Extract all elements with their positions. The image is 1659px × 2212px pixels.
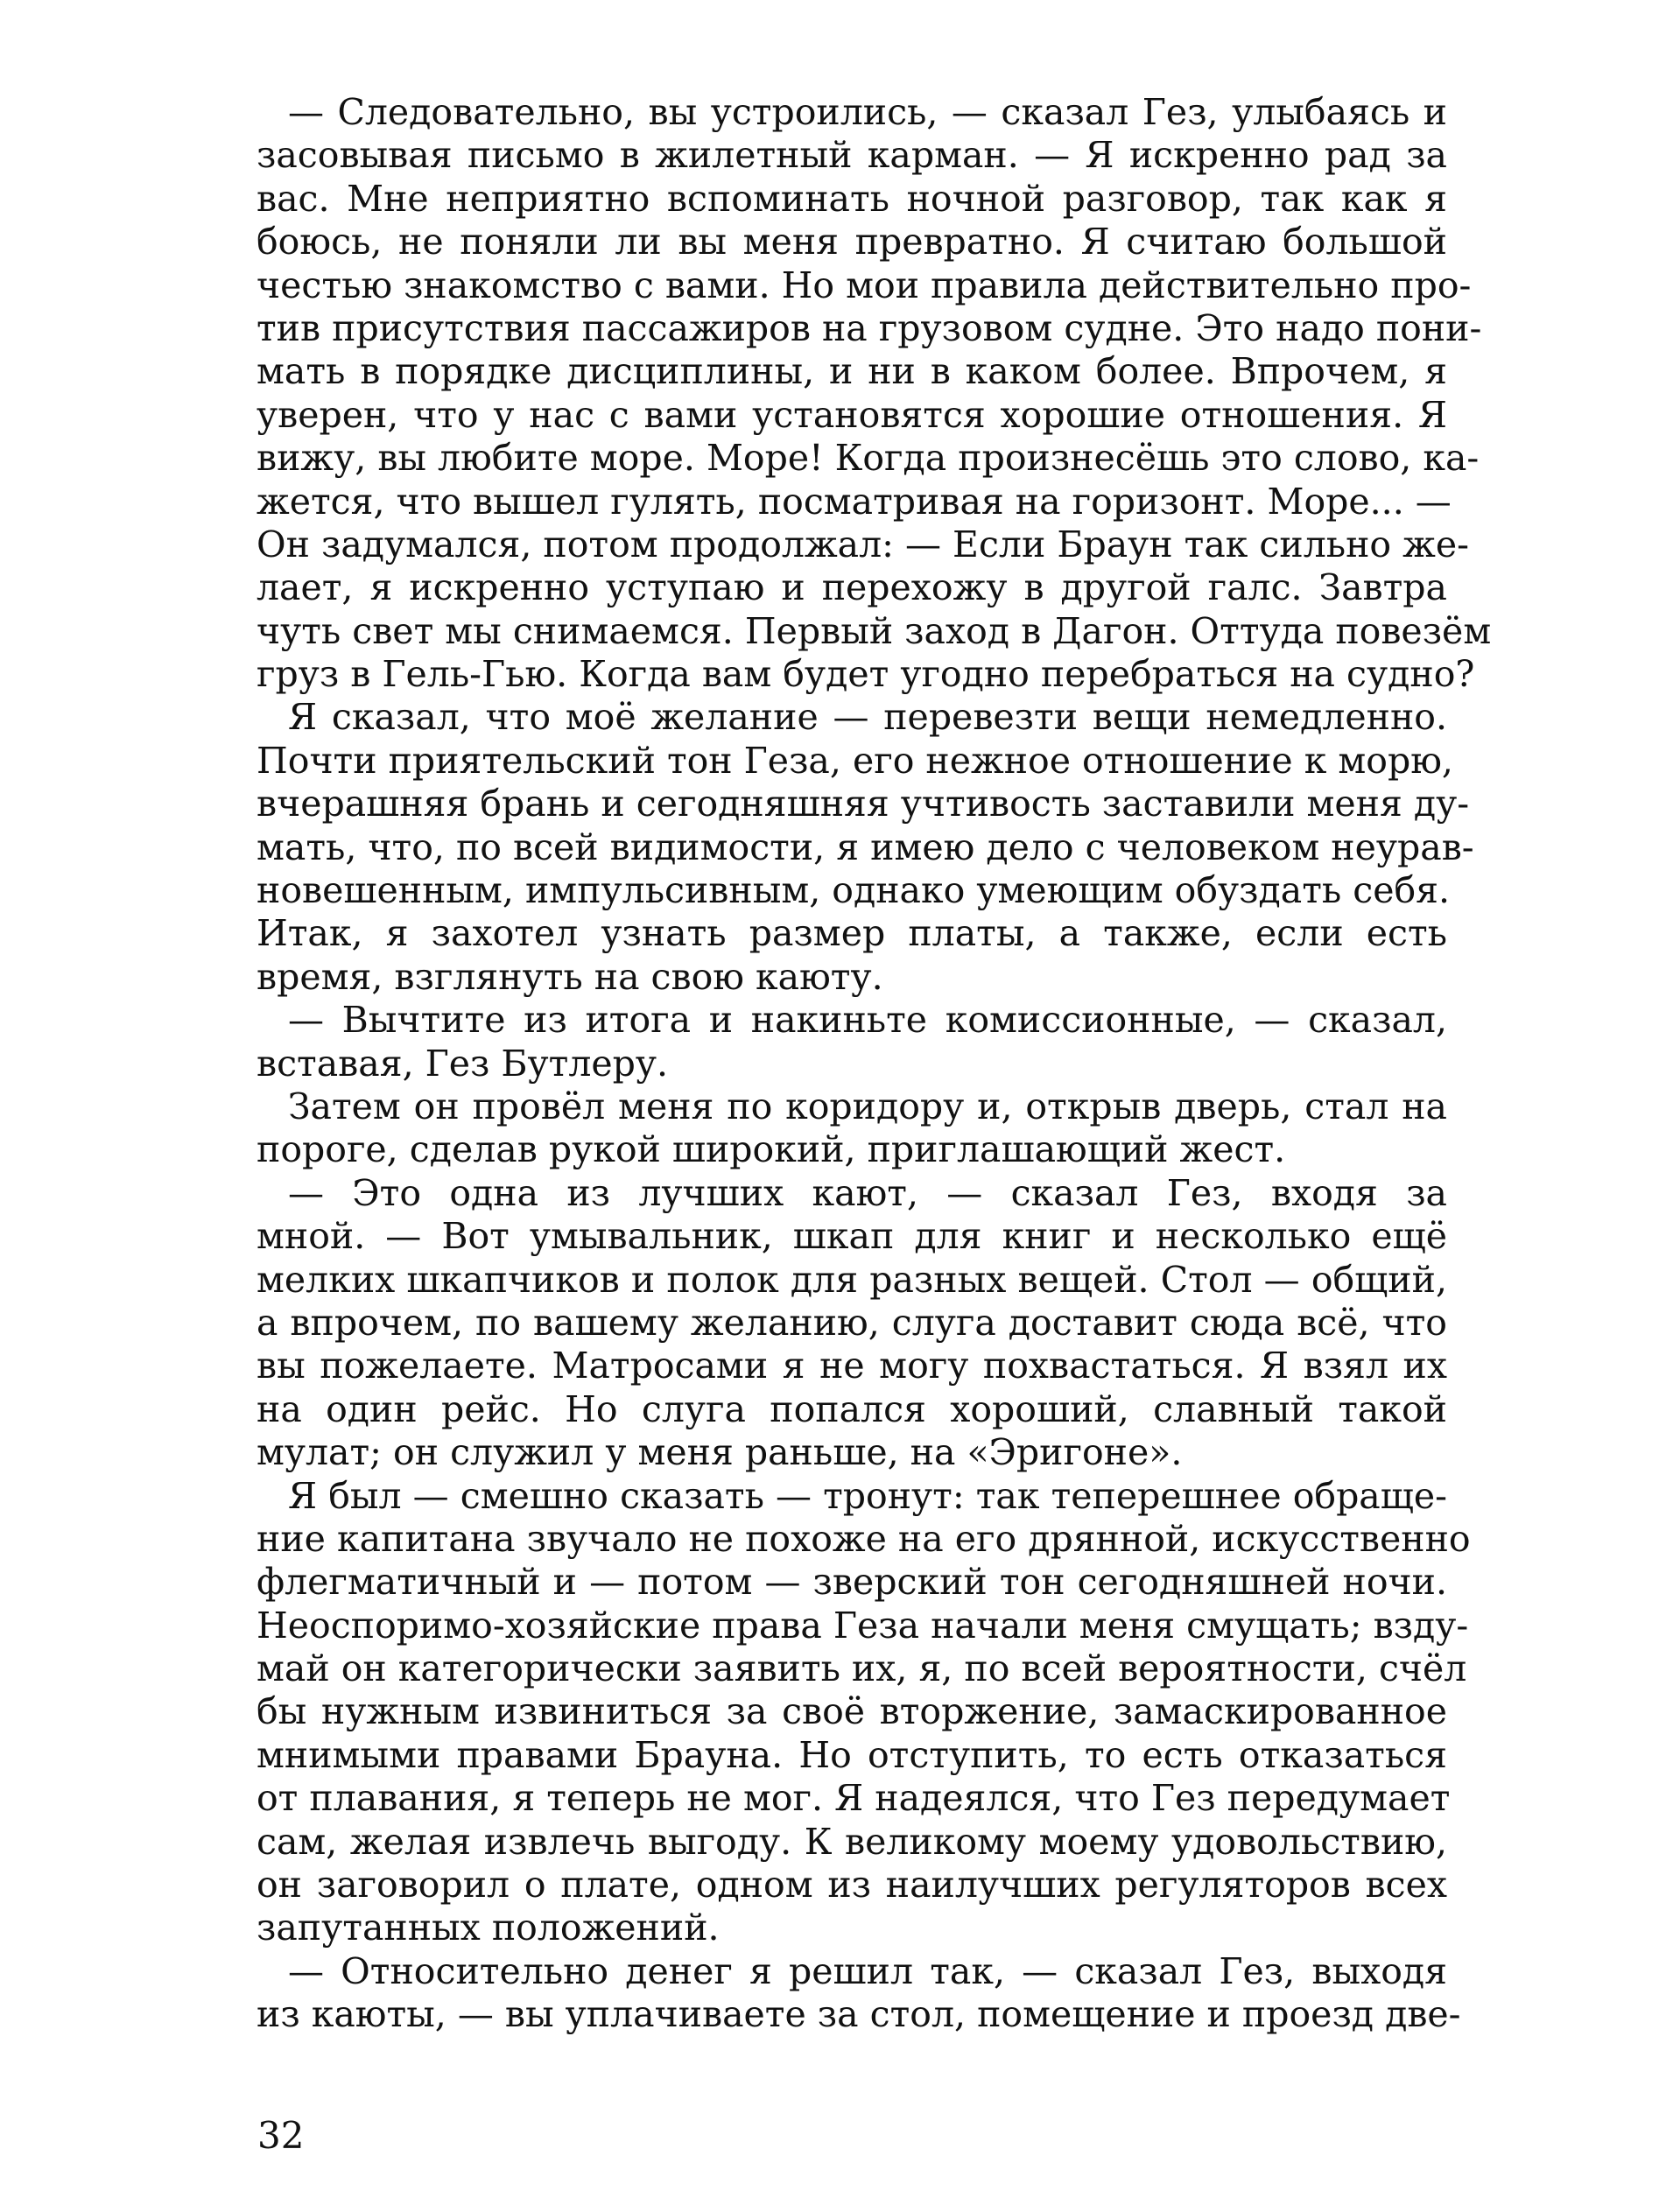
- text-line: — Относительно денег я решил так, — сказал Гез, выходя: [288, 1949, 1447, 1992]
- text-line: мной. — Вот умывальник, шкап для книг и несколько ещё: [257, 1215, 1447, 1258]
- text-line: сам, желая извлечь выгоду. К великому моему удовольствию,: [257, 1820, 1447, 1863]
- text-line: лает, я искренно уступаю и перехожу в другой галс. Завтра: [257, 566, 1447, 609]
- text-line: Неоспоримо-хозяйские права Геза начали меня смущать; взду-: [257, 1604, 1469, 1647]
- text-line: честью знакомство с вами. Но мои правила действительно про-: [257, 263, 1472, 306]
- page-number: 32: [257, 2114, 305, 2157]
- text-line: Я сказал, что моё желание — перевезти вещи немедленно.: [288, 696, 1447, 739]
- text-line: бы нужным извиниться за своё вторжение, замаскированное: [257, 1690, 1447, 1733]
- text-line: новешенным, импульсивным, однако умеющим обуздать себя.: [257, 869, 1451, 912]
- text-line: мать, что, по всей видимости, я имею дело с человеком неурав-: [257, 825, 1474, 868]
- text-line: он заговорил о плате, одном из наилучших регуляторов всех: [257, 1864, 1447, 1907]
- text-line: — Вычтите из итога и накиньте комиссионные, — сказал,: [288, 999, 1447, 1042]
- paragraph: [257, 91, 1492, 696]
- text-line: от плавания, я теперь не мог. Я надеялся, что Гез передумает: [257, 1777, 1451, 1820]
- text-line: вижу, вы любите море. Море! Когда произнесёшь это слово, ка-: [257, 437, 1480, 480]
- text-line: груз в Гель-Гью. Когда вам будет угодно перебраться на судно?: [257, 653, 1475, 696]
- text-line: Он задумался, потом продолжал: — Если Браун так сильно же-: [257, 523, 1469, 565]
- text-line: Я был — смешно сказать — тронут: так теперешнее обраще-: [288, 1474, 1447, 1517]
- paragraph: [257, 999, 1447, 1085]
- text-line: из каюты, — вы уплачиваете за стол, помещение и проезд две-: [257, 1993, 1461, 2036]
- paragraph: [257, 1949, 1461, 2037]
- text-line: мнимыми правами Брауна. Но отступить, то есть отказаться: [257, 1733, 1447, 1776]
- paragraph: [257, 1172, 1447, 1475]
- text-line: Почти приятельский тон Геза, его нежное отношение к морю,: [257, 739, 1453, 782]
- paragraph: [257, 1085, 1447, 1172]
- text-line: — Следовательно, вы устроились, — сказал Гез, улыбаясь и: [288, 91, 1447, 133]
- text-line: чуть свет мы снимаемся. Первый заход в Дагон. Оттуда повезём: [257, 609, 1492, 652]
- text-line: вчерашняя брань и сегодняшняя учтивость заставили меня ду-: [257, 783, 1470, 825]
- text-line: мулат; он служил у меня раньше, на «Эригоне».: [257, 1431, 1183, 1474]
- text-line: пороге, сделав рукой широкий, приглашающий жест.: [257, 1128, 1286, 1171]
- text-line: а впрочем, по вашему желанию, слуга доставит сюда всё, что: [257, 1301, 1447, 1344]
- text-line: Итак, я захотел узнать размер платы, а также, если есть: [257, 912, 1447, 955]
- text-line: вас. Мне неприятно вспоминать ночной разговор, так как я: [257, 177, 1447, 220]
- text-line: мать в порядке дисциплины, и ни в каком более. Впрочем, я: [257, 350, 1447, 393]
- text-line: запутанных положений.: [257, 1907, 720, 1949]
- text-line: май он категорически заявить их, я, по всей вероятности, счёл: [257, 1647, 1467, 1690]
- text-line: вы пожелаете. Матросами я не могу похвастаться. Я взял их: [257, 1345, 1447, 1387]
- text-line: флегматичный и — потом — зверский тон сегодняшней ночи.: [257, 1561, 1447, 1604]
- text-line: время, взглянуть на свою каюту.: [257, 955, 883, 998]
- text-line: — Это одна из лучших кают, — сказал Гез, входя за: [288, 1171, 1447, 1214]
- text-line: на один рейс. Но слуга попался хороший, славный такой: [257, 1387, 1447, 1430]
- text-line: ние капитана звучало не похоже на его дрянной, искусственно: [257, 1517, 1471, 1560]
- paragraph: [257, 1474, 1471, 1950]
- text-line: боюсь, не поняли ли вы меня превратно. Я считаю большой: [257, 221, 1447, 263]
- text-line: вставая, Гез Бутлеру.: [257, 1042, 669, 1085]
- text-line: Затем он провёл меня по коридору и, открыв дверь, стал на: [288, 1085, 1447, 1127]
- text-line: мелких шкапчиков и полок для разных вещей. Стол — общий,: [257, 1258, 1447, 1301]
- page-text: [257, 91, 1492, 2037]
- text-line: уверен, что у нас с вами установятся хорошие отношения. Я: [257, 393, 1447, 436]
- text-line: жется, что вышел гулять, посматривая на горизонт. Море... —: [257, 480, 1452, 523]
- paragraph: [257, 696, 1474, 999]
- text-line: засовывая письмо в жилетный карман. — Я искренно рад за: [257, 134, 1447, 177]
- text-line: тив присутствия пассажиров на грузовом судне. Это надо пони-: [257, 306, 1482, 349]
